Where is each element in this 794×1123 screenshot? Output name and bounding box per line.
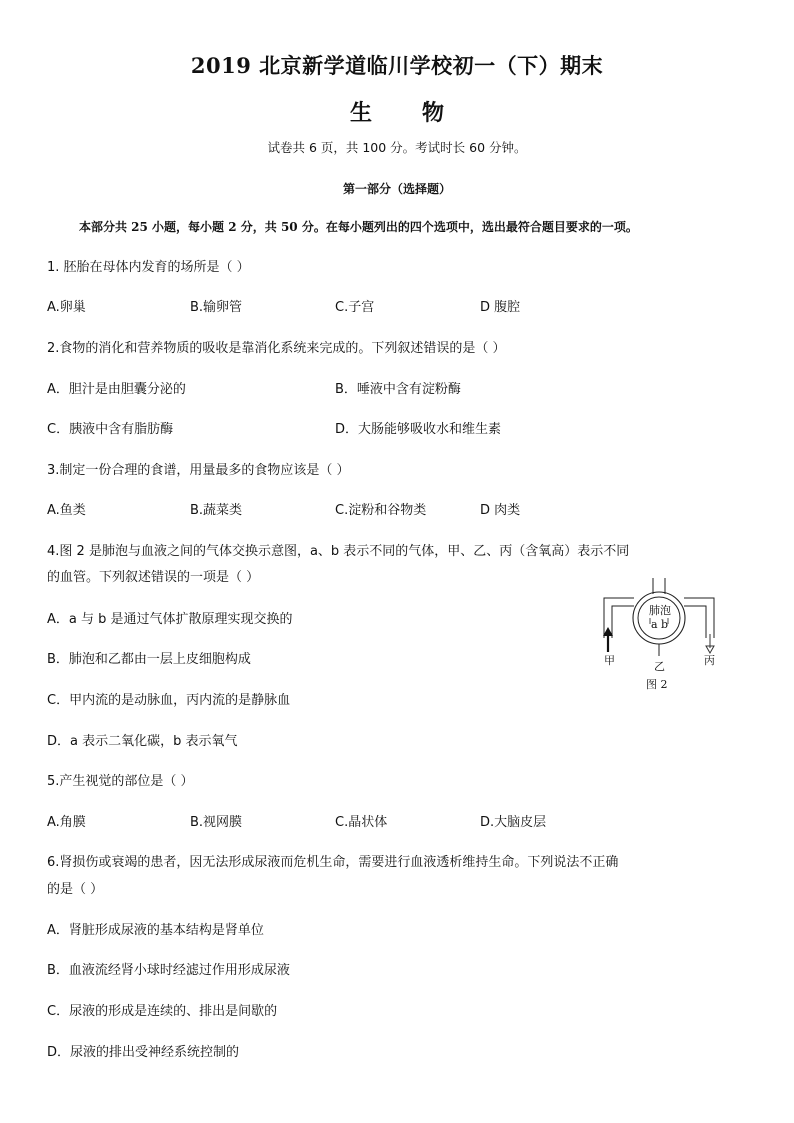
question-6-option-d: D．尿液的排出受神经系统控制的 [47,1045,240,1060]
question-6-option-a: A．肾脏形成尿液的基本结构是肾单位 [47,923,264,938]
question-2-option-c: C．胰液中含有脂肪酶 [47,422,174,437]
exam-title: 2019 北京新学道临川学校初一（下）期末 [190,53,604,78]
question-6-stem-line-1: 6.肾损伤或衰竭的患者，因无法形成尿液而危机生命，需要进行血液透析维持生命。下列说法不正确 [47,855,619,870]
question-1-option-d: D 腹腔 [480,300,521,315]
question-1-option-a: A.卵巢 [47,300,86,315]
question-1-option-c: C.子宫 [335,300,375,315]
question-2-option-d: D．大肠能够吸收水和维生素 [335,422,502,437]
subject-char-1: 生 [349,100,372,126]
section-instruction: 本部分共 25 小题，每小题 2 分，共 50 分。在每小题列出的四个选项中，选出最符合题目要求的一项。 [79,220,638,234]
question-6-stem-line-2: 的是（ ） [47,882,104,897]
question-3-option-b: B.蔬菜类 [190,503,243,518]
figure-caption: 图 2 [646,678,668,691]
section-title: 第一部分（选择题） [342,182,451,196]
question-4-option-a: A．a 与 b 是通过气体扩散原理实现交换的 [47,612,293,627]
question-5-stem: 5.产生视觉的部位是（ ） [47,774,194,789]
exam-info: 试卷共 6 页，共 100 分。考试时长 60 分钟。 [267,140,527,155]
question-5-option-d: D.大脑皮层 [480,815,547,830]
question-6-option-c: C．尿液的形成是连续的、排出是间歇的 [47,1004,278,1019]
question-4-option-b: B．肺泡和乙都由一层上皮细胞构成 [47,652,251,667]
vessel-bing-label: 丙 [704,654,715,667]
question-2-option-b: B．唾液中含有淀粉酶 [335,382,461,397]
question-5-option-c: C.晶状体 [335,815,388,830]
vessel-yi-label: 乙 [654,660,665,673]
question-2-stem: 2.食物的消化和营养物质的吸收是靠消化系统来完成的。下列叙述错误的是（ ） [47,341,506,356]
alveolus-label: 肺泡 [649,604,671,617]
question-3-stem: 3.制定一份合理的食谱，用量最多的食物应该是（ ） [47,463,350,478]
question-6-option-b: B．血液流经肾小球时经滤过作用形成尿液 [47,963,290,978]
question-4-stem-line-1: 4.图 2 是肺泡与血液之间的气体交换示意图，a、b 表示不同的气体，甲、乙、丙（含氧高）表示不同 [47,544,630,559]
question-1-option-b: B.输卵管 [190,300,243,315]
question-3-option-a: A.鱼类 [47,503,86,518]
vessel-jia-label: 甲 [604,654,615,667]
question-5-option-b: B.视网膜 [190,815,243,830]
question-3-option-c: C.淀粉和谷物类 [335,503,427,518]
question-2-option-a: A．胆汁是由胆囊分泌的 [47,382,186,397]
subject-heading [0,96,794,127]
figure-2-diagram [596,578,726,691]
gas-a-label: a [651,618,658,631]
subject-char-2: 物 [422,100,445,126]
gas-b-label: b [661,618,669,631]
question-3-option-d: D 肉类 [480,503,521,518]
question-4-option-d: D．a 表示二氧化碳，b 表示氧气 [47,734,238,749]
question-5-option-a: A.角膜 [47,815,86,830]
question-1-stem: 1. 胚胎在母体内发育的场所是（ ） [47,260,250,275]
question-4-stem-line-2: 的血管。下列叙述错误的一项是（ ） [47,570,260,585]
question-4-option-c: C．甲内流的是动脉血，丙内流的是静脉血 [47,693,291,708]
